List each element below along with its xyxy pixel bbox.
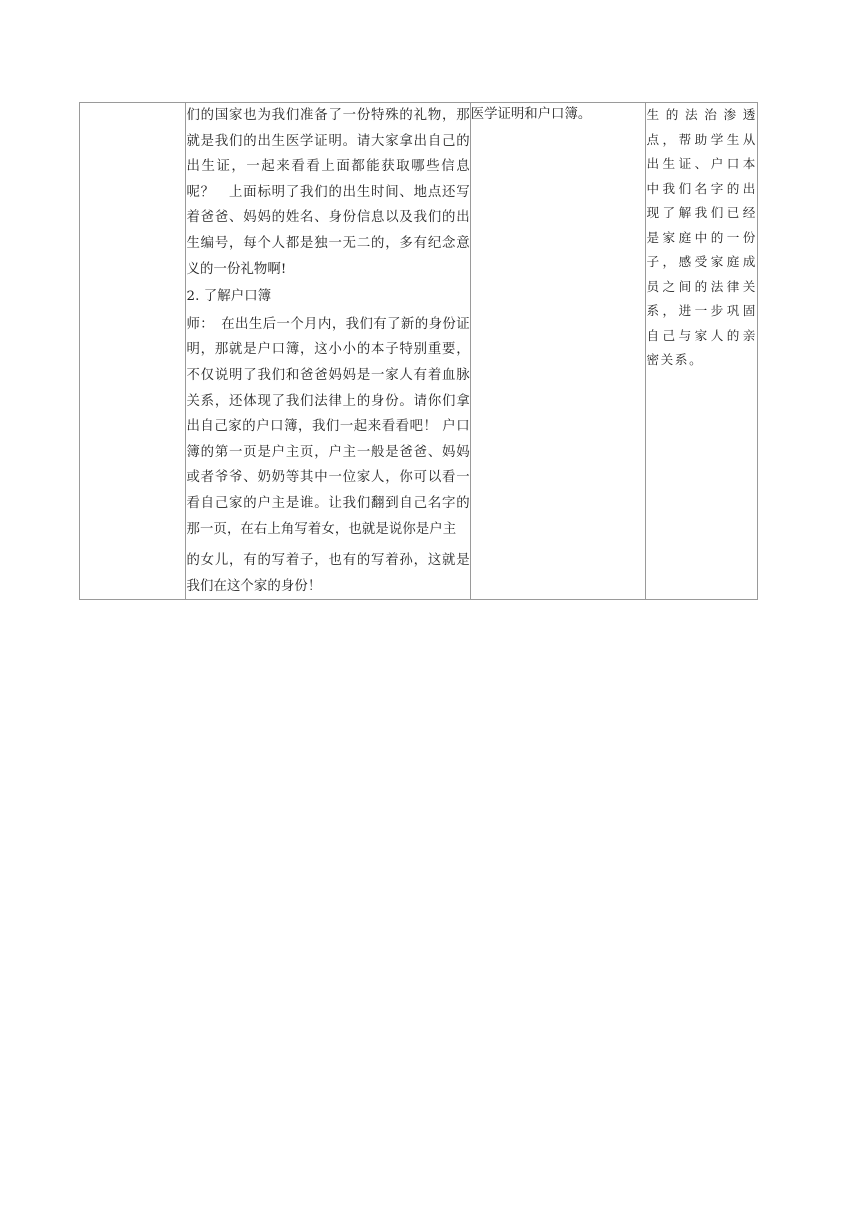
student-activity-cell: 医学证明和户口簿。 bbox=[470, 103, 646, 600]
design-intent-cell bbox=[646, 103, 758, 600]
household-register-paragraph: 师： 在出生后一个月内，我们有了新的身份证明，那就是户口簿，这小小的本子特别重要，不仅说明了我们和爸爸妈妈是一家人有着血脉关系，还体现了我们法律上的身份。请你们拿出自己家的户口簿，我们一起来看看吧！ 户口簿的第一页是户主页，户主一般是爸爸、妈妈或者爷爷、奶奶等其中一位家人，你可以看一看自己家的户主是谁。让我们翻到自己名字的那一页，在右上角写着女，也就是说你是户主 bbox=[186, 316, 470, 537]
section-heading: 2. 了解户口簿 bbox=[186, 289, 272, 305]
empty-cell bbox=[80, 103, 186, 600]
design-intent-text: 生的法治渗透点，帮助学生从出生证、户口本中我们名字的出现了解我们已经是家庭中的一份子，感受家庭成员之间的法律关系，进一步巩固 自己与家人的亲密关系。 bbox=[646, 107, 757, 367]
teaching-process-cell bbox=[186, 103, 470, 600]
identity-paragraph: 的女儿，有的写着子，也有的写着孙，这就是我们在这个家的身份！ bbox=[186, 553, 470, 594]
lesson-plan-table bbox=[79, 102, 758, 600]
table-row bbox=[80, 103, 758, 600]
birth-certificate-paragraph: 们的国家也为我们准备了一份特殊的礼物，那就是我们的出生医学证明。请大家拿出自己的出生证，一起来看看上面都能获取哪些信息呢？ 上面标明了我们的出生时间、地点还写着爸爸、妈妈的姓名、身份信息以及我们的出生编号，每个人都是独一无二的，多有纪念意义的一份礼物啊! bbox=[186, 108, 470, 277]
